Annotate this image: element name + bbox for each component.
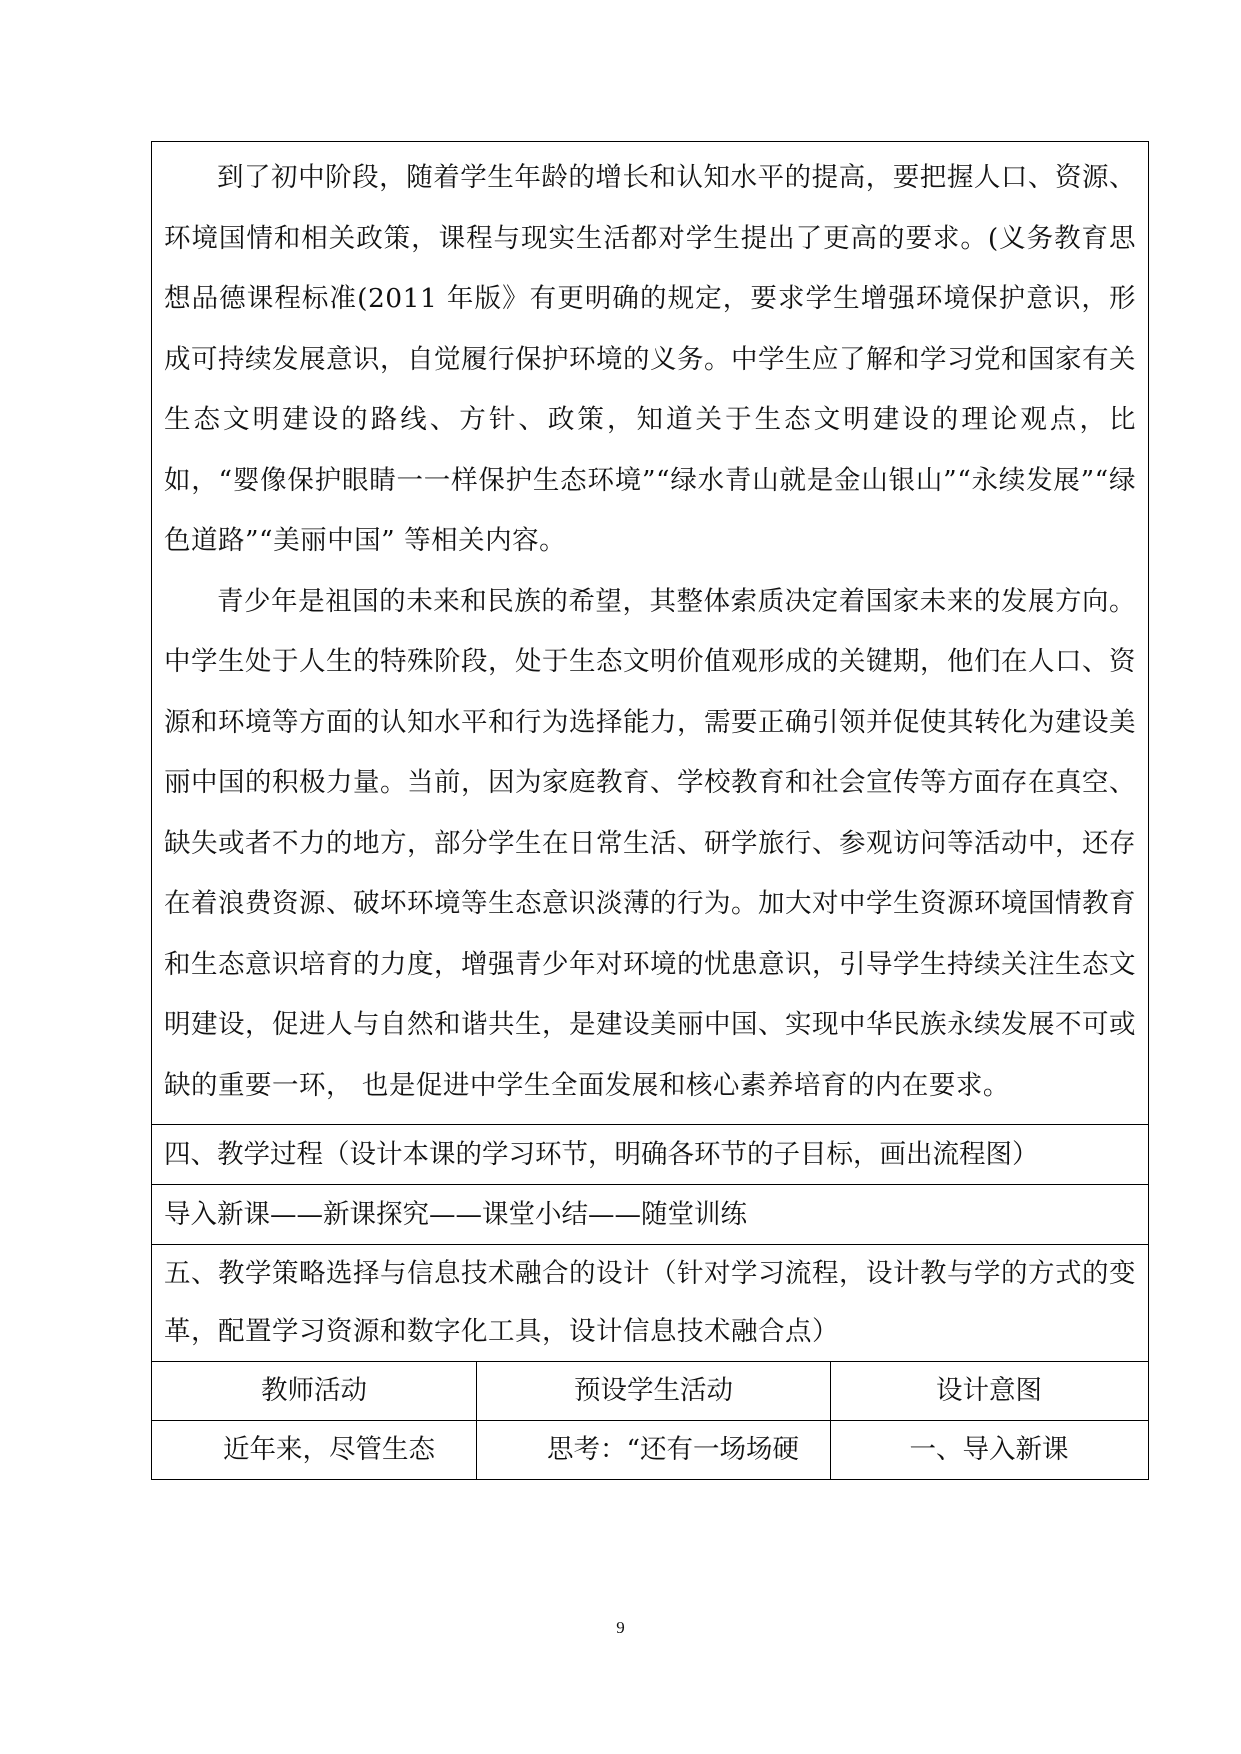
teacher-activity-cell: 近年来，尽管生态 — [223, 1434, 435, 1465]
header-teacher-activity: 教师活动 — [261, 1375, 367, 1406]
paragraph-youth-ecology: 青少年是祖国的未来和民族的希望，其整体索质决定着国家未来的发展方向。中学生处于人生的特殊阶段，处于生态文明价值观形成的关键期，他们在人口、资源和环境等方面的认知水平和行为选择能力，需要正确引领并促使其转化为建设美丽中国的积极力量。当前，因为家庭教育、学校教育和社会宣传等方面存在真空、缺失或者不力的地方，部分学生在日常生活、研学旅行、参观访问等活动中，还存在着浪费资源、破坏环境等生态意识淡薄的行为。加大对中学生资源环境国情教育和生态意识培育的力度，增强青少年对环境的忧患意识，引导学生持续关注生态文明建设，促进人与自然和谐共生，是建设美丽中国、实现中华民族永续发展不可或缺的重要一环， 也是促进中学生全面发展和核心素养培育的内在要求。 — [164, 585, 1136, 1101]
teaching-flow: 导入新课——新课探究——课堂小结——随堂训练 — [152, 1184, 1148, 1244]
page-number: 9 — [616, 1618, 625, 1637]
section-4-heading: 四、教学过程（设计本课的学习环节，明确各环节的子目标，画出流程图） — [152, 1124, 1148, 1184]
paragraph-curriculum-requirements: 到了初中阶段，随着学生年龄的增长和认知水平的提高，要把握人口、资源、环境国情和相关政策，课程与现实生活都对学生提出了更高的要求。(义务教育思想品德课程标准(2011 年版》有更明确的规定，要求学生增强环境保护意识，形成可持续发展意识，自觉履行保护环境的义务。中学生应了解和学习党和国家有关生态文明建设的路线、方针、政策，知道关于生态文明建设的理论观点，比如，“婴像保护眼睛一一样保护生态环境”“绿水青山就是金山银山”“永续发展”“绿色道路”“美丽中国” 等相关内容。 — [164, 162, 1136, 556]
background-text-block — [152, 142, 1148, 1124]
activity-table-header — [152, 1361, 1148, 1420]
document-table — [151, 141, 1149, 1480]
design-intent-cell: 一、导入新课 — [830, 1421, 1147, 1479]
student-activity-cell: 思考：“还有一场场硬 — [476, 1421, 830, 1479]
header-design-intent: 设计意图 — [830, 1362, 1147, 1420]
section-5-heading: 五、教学策略选择与信息技术融合的设计（针对学习流程，设计教与学的方式的变革，配置学习资源和数字化工具，设计信息技术融合点） — [152, 1244, 1148, 1361]
activity-table-row — [152, 1420, 1148, 1479]
header-student-activity: 预设学生活动 — [476, 1362, 830, 1420]
